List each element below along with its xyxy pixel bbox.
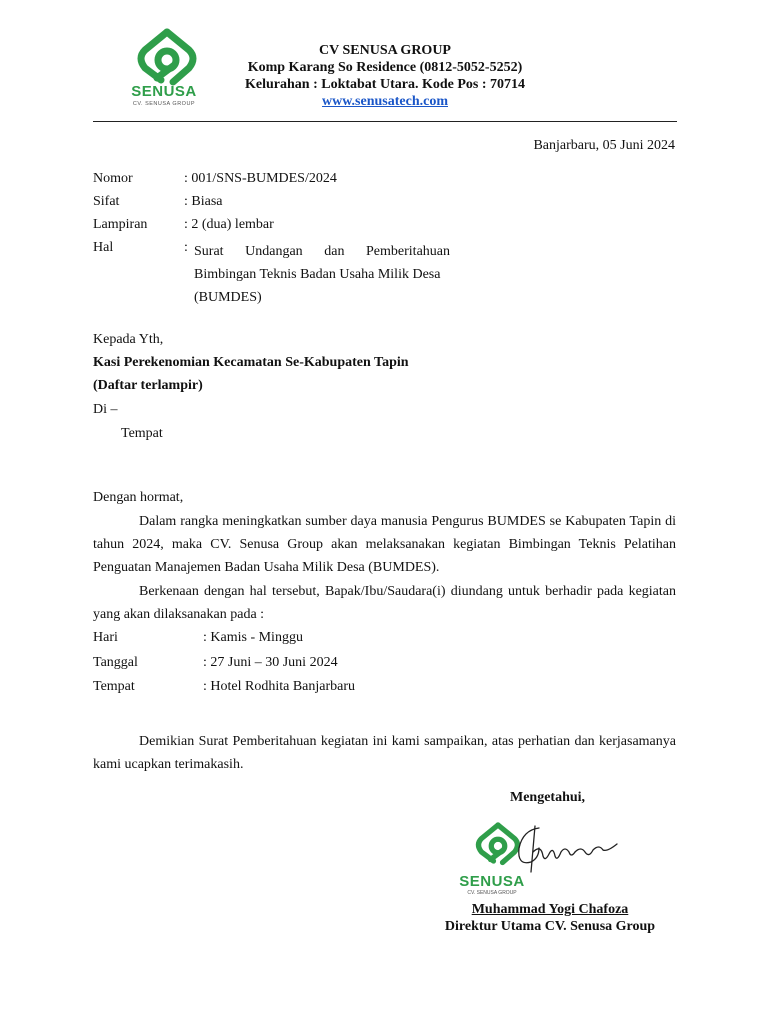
paragraph-1: Dalam rangka meningkatkan sumber daya manusia Pengurus BUMDES se Kabupaten Tapin di tahun 2024, maka CV. Senusa Group akan melaksanakan kegiatan Bimbingan Teknis Pelatihan Penguatan Manajemen Badan Usaha Milik Desa (BUMDES). <box>93 514 676 575</box>
hal-label: Hal <box>93 240 114 255</box>
signer-title: Direktur Utama CV. Senusa Group <box>444 919 656 934</box>
nomor-value: : 001/SNS-BUMDES/2024 <box>184 171 337 186</box>
acknowledged-label: Mengetahui, <box>510 790 586 805</box>
detail-value-tempat: : Hotel Rodhita Banjarbaru <box>203 679 356 694</box>
company-district: Kelurahan : Loktabat Utara. Kode Pos : 70714 <box>245 77 525 92</box>
logo-subtitle: CV. SENUSA GROUP <box>132 101 196 107</box>
paragraph-2: Berkenaan dengan hal tersebut, Bapak/Ibu/Saudara(i) diundang untuk berhadir pada kegiatan yang akan dilaksanakan pada : <box>93 584 676 622</box>
detail-value-hari: : Kamis - Minggu <box>203 630 303 645</box>
salutation: Dengan hormat, <box>93 490 184 505</box>
handwritten-signature <box>505 822 625 882</box>
stamp-wordmark: SENUSA <box>459 873 525 890</box>
recipient-greeting: Kepada Yth, <box>93 332 164 347</box>
logo-wordmark: SENUSA <box>131 83 197 100</box>
detail-label-hari: Hari <box>93 630 118 645</box>
lampiran-value: : 2 (dua) lembar <box>184 217 274 232</box>
header-divider <box>93 121 677 122</box>
recipient-name: Kasi Perekenomian Kecamatan Se-Kabupaten Tapin <box>93 355 409 370</box>
recipient-place: Tempat <box>121 426 163 441</box>
recipient-note: (Daftar terlampir) <box>93 378 203 393</box>
sifat-value: : Biasa <box>184 194 223 209</box>
company-name: CV SENUSA GROUP <box>319 43 451 58</box>
nomor-label: Nomor <box>93 171 133 186</box>
hal-line-2: Bimbingan Teknis Badan Usaha Milik Desa <box>194 267 441 282</box>
hal-line-1: Surat Undangan dan Pemberitahuan <box>194 244 450 259</box>
closing-paragraph: Demikian Surat Pemberitahuan kegiatan ini kami sampaikan, atas perhatian dan kerjasamanya kami ucapkan terimakasih. <box>93 734 676 772</box>
letterhead-text <box>230 42 540 110</box>
recipient-di: Di – <box>93 402 118 417</box>
website-link[interactable]: www.senusatech.com <box>322 94 448 109</box>
sifat-label: Sifat <box>93 194 120 209</box>
detail-label-tempat: Tempat <box>93 679 135 694</box>
letter-date: Banjarbaru, 05 Juni 2024 <box>533 138 675 153</box>
signer-name: Muhammad Yogi Chafoza <box>471 902 629 917</box>
lampiran-label: Lampiran <box>93 217 148 232</box>
hal-subject <box>194 240 450 309</box>
hal-colon: : <box>184 240 188 255</box>
detail-value-tanggal: : 27 Juni – 30 Juni 2024 <box>203 655 338 670</box>
detail-label-tanggal: Tanggal <box>93 655 138 670</box>
company-address: Komp Karang So Residence (0812-5052-5252) <box>247 60 523 75</box>
hal-line-3: (BUMDES) <box>194 290 262 305</box>
stamp-subtitle: CV. SENUSA GROUP <box>467 890 517 896</box>
